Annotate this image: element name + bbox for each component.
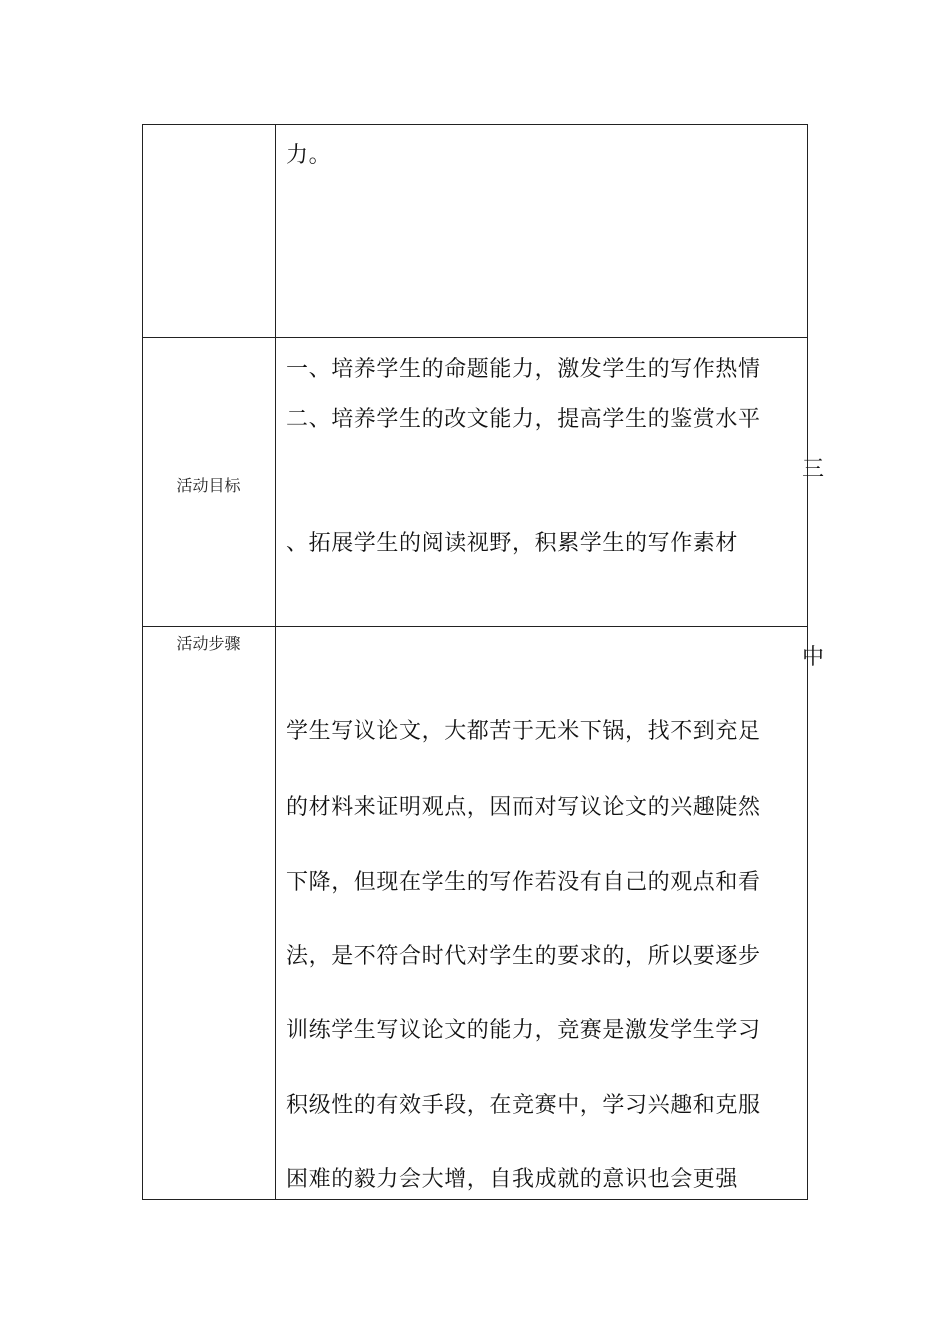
row-label-steps: 活动步骤 [176, 634, 241, 653]
column-divider [275, 124, 276, 1200]
steps-line-4: 法，是不符合时代对学生的要求的，所以要逐步 [286, 944, 761, 969]
table-border-left [142, 124, 143, 1200]
margin-char-san: 三 [802, 457, 825, 482]
steps-line-3: 下降，但现在学生的写作若没有自己的观点和看 [286, 870, 761, 895]
row-divider-2 [142, 626, 808, 627]
row1-content-line: 力。 [286, 143, 332, 168]
table-border-top [142, 124, 808, 125]
margin-char-zhong: 中 [802, 645, 825, 670]
row-label-goals: 活动目标 [176, 476, 241, 495]
steps-line-7: 困难的毅力会大增，自我成就的意识也会更强 [286, 1167, 739, 1192]
goal-line-3: 、拓展学生的阅读视野，积累学生的写作素材 [286, 531, 739, 556]
steps-line-6: 积级性的有效手段，在竞赛中，学习兴趣和克服 [286, 1093, 761, 1118]
row-divider-1 [142, 337, 808, 338]
steps-line-2: 的材料来证明观点，因而对写议论文的兴趣陡然 [286, 795, 761, 820]
steps-line-1: 学生写议论文，大都苦于无米下锅，找不到充足 [286, 719, 761, 744]
goal-line-2: 二、培养学生的改文能力，提高学生的鉴赏水平 [286, 407, 761, 432]
steps-line-5: 训练学生写议论文的能力，竞赛是激发学生学习 [286, 1018, 761, 1043]
goal-line-1: 一、培养学生的命题能力，激发学生的写作热情 [286, 357, 761, 382]
table-border-bottom [142, 1199, 808, 1200]
